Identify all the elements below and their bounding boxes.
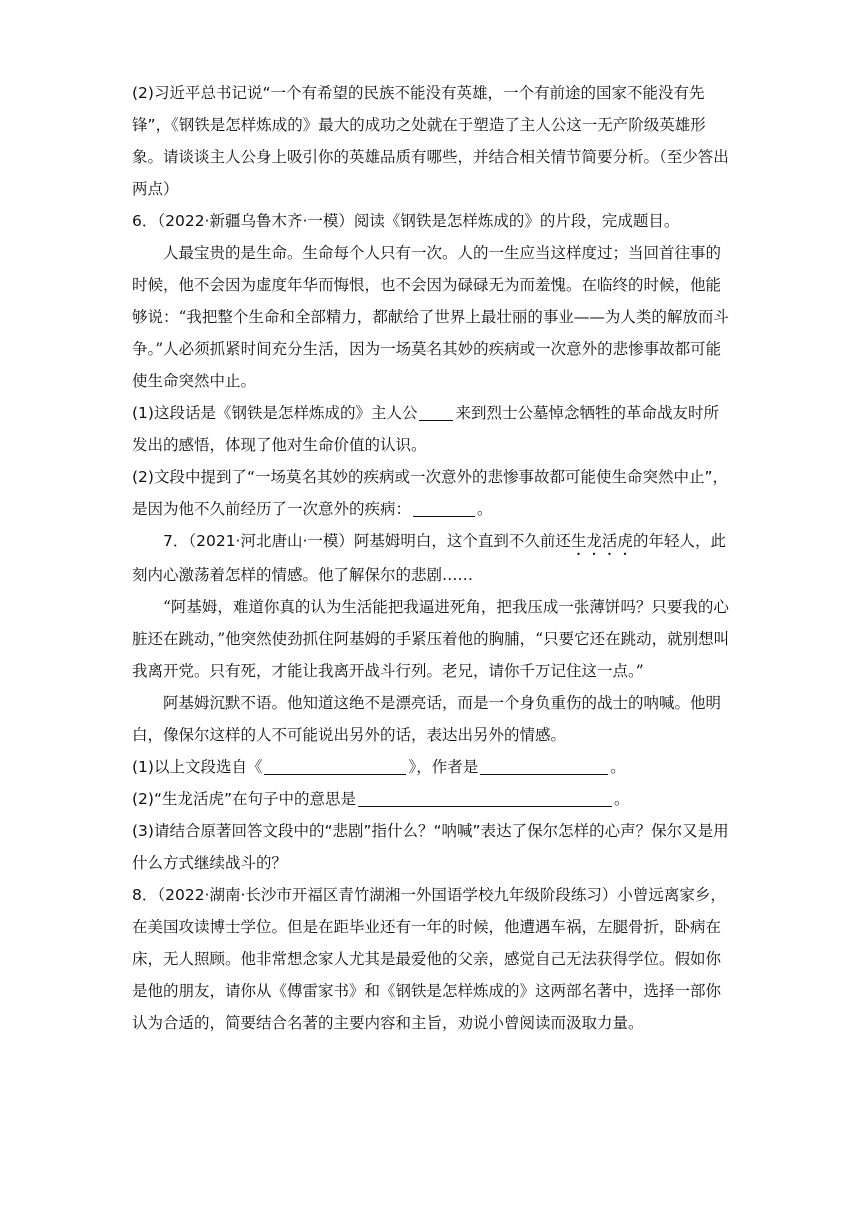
q7-passage-paragraph-1: “阿基姆，难道你真的认为生活能把我逼进死角，把我压成一张薄饼吗？只要我的心脏还在跳动，”他突然使劲抓住阿基姆的手紧压着他的胸脯，“只要它还在跳动，就别想叫我离开党。只有死，才能让我离开战斗行列。老兄，请你千万记住这一点。” <box>132 598 730 680</box>
q7-emphasized-phrase: 生龙活虎 <box>570 532 633 550</box>
q7-header-text-b: 的年轻人，此刻内心激荡着怎样的情感。他了解保尔的悲剧…… <box>132 532 726 584</box>
q6-sub2-text-b: 。 <box>477 500 493 518</box>
q6-sub2-answer-blank[interactable] <box>413 498 475 517</box>
q7-passage-paragraph-2: 阿基姆沉默不语。他知道这绝不是漂亮话，而是一个身负重伤的战士的呐喊。他明白，像保尔这样的人不可能说出另外的话，表达出另外的情感。 <box>132 694 722 744</box>
q7-sub2-answer-blank[interactable] <box>358 788 612 807</box>
q7-header <box>132 525 732 591</box>
q5-subquestion-2: (2)习近平总书记说“一个有希望的民族不能没有英雄，一个有前途的国家不能没有先锋”，《钢铁是怎样炼成的》最大的成功之处就在于塑造了主人公这一无产阶级英雄形象。请谈谈主人公身上吸引你的英雄品质有哪些，并结合相关情节简要分析。（至少答出两点） <box>132 84 729 198</box>
q7-subquestion-1 <box>132 751 732 783</box>
q7-subquestion-3: (3)请结合原著回答文段中的“悲剧”指什么？“呐喊”表达了保尔怎样的心声？保尔又是用什么方式继续战斗的？ <box>132 822 729 872</box>
q6-header: 6．（2022·新疆乌鲁木齐·一模）阅读《钢铁是怎样炼成的》的片段，完成题目。 <box>132 212 680 230</box>
q7-sub1-text-c: 。 <box>610 758 626 776</box>
q7-subquestion-2 <box>132 783 732 815</box>
q7-sub1-author-blank[interactable] <box>480 756 608 775</box>
q6-sub2-text-a: (2)文段中提到了“一场莫名其妙的疾病或一次意外的悲惨事故都可能使生命突然中止”，是因为他不久前经历了一次意外的疾病： <box>132 468 729 518</box>
q6-passage: 人最宝贵的是生命。生命每个人只有一次。人的一生应当这样度过；当回首往事的时候，他不会因为虚度年华而悔恨，也不会因为碌碌无为而羞愧。在临终的时候，他能够说：“我把整个生命和全部精力，都献给了世界上最壮丽的事业——为人类的解放而斗争。”人必须抓紧时间充分生活，因为一场莫名其妙的疾病或一次意外的悲惨事故都可能使生命突然中止。 <box>132 244 729 390</box>
q7-sub1-book-blank[interactable] <box>264 756 406 775</box>
q6-subquestion-1 <box>132 397 732 461</box>
q7-sub1-text-a: (1)以上文段选自《 <box>132 758 263 776</box>
q7-sub2-text-a: (2)“生龙活虎”在句子中的意思是 <box>132 790 357 808</box>
q6-sub1-text-b: 来到烈士公墓悼念牺牲的革命战友时所发出的感悟，体现了他对生命价值的认识。 <box>132 404 719 454</box>
q8-question: 8．（2022·湖南·长沙市开福区青竹湖湘一外国语学校九年级阶段练习）小曾远离家乡，在美国攻读博士学位。但是在距毕业还有一年的时候，他遭遇车祸，左腿骨折，卧病在床，无人照顾。他非常想念家人尤其是最爱他的父亲，感觉自己无法获得学位。假如你是他的朋友，请你从《傅雷家书》和《钢铁是怎样炼成的》这两部名著中，选择一部你认为合适的，简要结合名著的主要内容和主旨，劝说小曾阅读而汲取力量。 <box>132 886 726 1032</box>
q7-sub1-text-b: 》，作者是 <box>408 758 479 776</box>
q6-subquestion-2 <box>132 461 732 525</box>
q6-sub1-text-a: (1)这段话是《钢铁是怎样炼成的》主人公 <box>132 404 418 422</box>
q7-header-text-a: 7．（2021·河北唐山·一模）阿基姆明白，这个直到不久前还 <box>163 532 571 550</box>
document-content <box>132 77 732 1039</box>
q7-sub2-text-b: 。 <box>614 790 630 808</box>
q6-sub1-answer-blank[interactable] <box>419 402 453 421</box>
